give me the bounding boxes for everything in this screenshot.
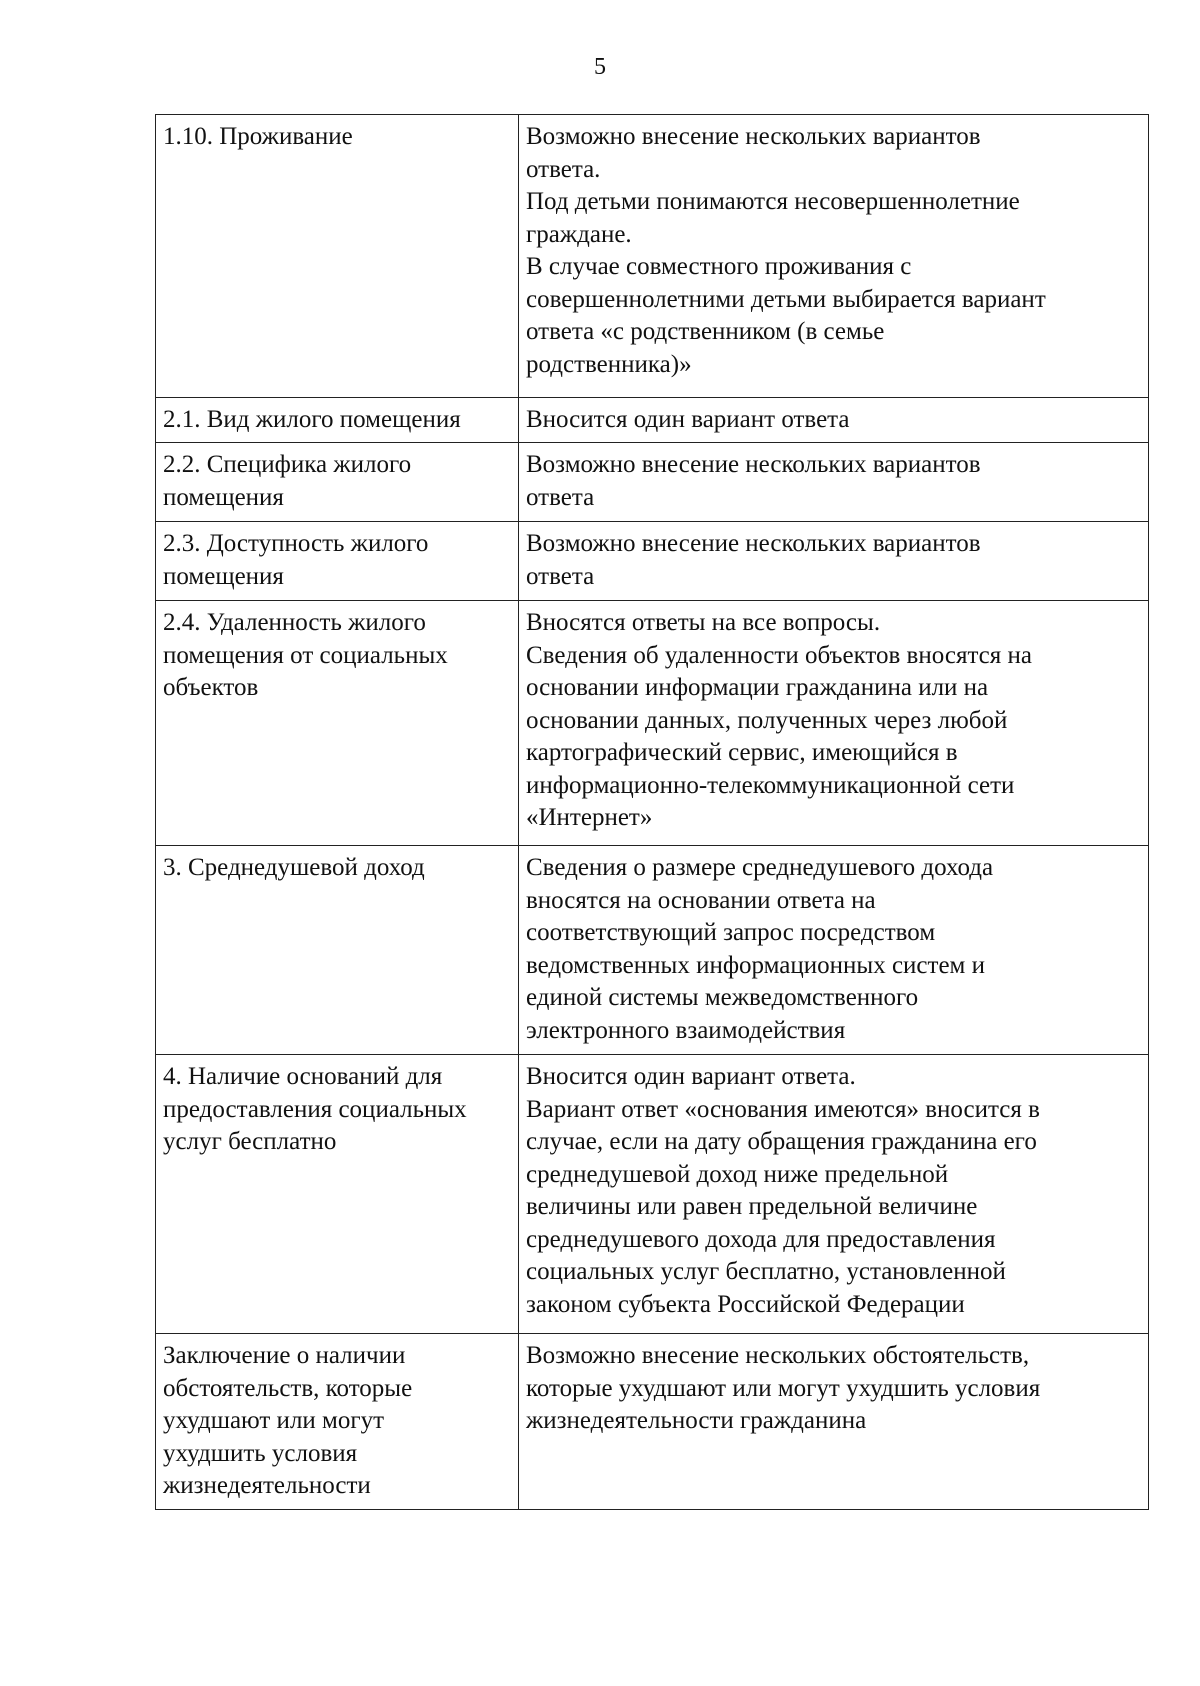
description-text-line: основании информации гражданина или на [526, 674, 989, 701]
item-text-line: 2.1. Вид жилого помещения [163, 406, 461, 433]
item-text-line: помещения [163, 483, 284, 511]
description-text-line: Вносится один вариант ответа [526, 406, 850, 433]
description-text-line: Возможно внесение нескольких вариантов [526, 123, 981, 150]
item-text-line: Заключение о наличии [163, 1342, 406, 1369]
description-cell [519, 522, 1149, 601]
item-text-line: 3. Среднедушевой доход [163, 854, 425, 881]
description-cell [519, 443, 1149, 522]
item-text-line: 1.10. Проживание [163, 123, 353, 150]
description-cell [519, 601, 1149, 846]
description-text-line: «Интернет» [526, 804, 653, 831]
description-text-line: совершеннолетними детьми выбирается вариант [526, 285, 1046, 313]
description-text-line: картографический сервис, имеющийся в [526, 739, 958, 766]
item-text-line: услуг бесплатно [163, 1128, 337, 1155]
table-row [156, 1334, 1149, 1510]
item-text-line: жизнедеятельности [163, 1472, 371, 1499]
description-text-line: социальных услуг бесплатно, установленной [526, 1258, 1006, 1285]
description-text-line: электронного взаимодействия [526, 1016, 846, 1044]
description-cell [519, 1334, 1149, 1510]
description-text-line: основании данных, полученных через любой [526, 706, 1008, 734]
description-text-line: Возможно внесение нескольких обстоятельств, [526, 1342, 1030, 1369]
description-text-line: Вносится один вариант ответа. [526, 1063, 856, 1090]
description-text-line: ответа [526, 483, 595, 511]
description-cell [519, 398, 1149, 443]
description-text-line: Вносятся ответы на все вопросы. [526, 609, 881, 636]
item-text-line: 2.3. Доступность жилого [163, 530, 429, 557]
item-text-line: ухудшают или могут [163, 1407, 385, 1434]
description-cell [519, 115, 1149, 398]
description-text-line: Вариант ответ «основания имеются» вносится в [526, 1095, 1040, 1123]
item-cell [156, 1055, 519, 1334]
table-body [156, 115, 1149, 1510]
description-text-line: соответствующий запрос посредством [526, 919, 936, 946]
page-number: 5 [594, 54, 606, 80]
item-text-line: 2.2. Специфика жилого [163, 451, 412, 478]
description-text-line: родственника)» [526, 350, 692, 378]
description-text-line: ответа [526, 562, 595, 590]
description-text-line: Возможно внесение нескольких вариантов [526, 530, 981, 557]
table-row [156, 443, 1149, 522]
table-row [156, 522, 1149, 601]
item-text-line: помещения [163, 562, 284, 590]
item-cell [156, 522, 519, 601]
description-text-line: единой системы межведомственного [526, 984, 919, 1011]
description-text-line: Сведения о размере среднедушевого дохода [526, 854, 994, 881]
item-text-line: объектов [163, 674, 259, 701]
item-cell [156, 846, 519, 1055]
item-text-line: помещения от социальных [163, 641, 448, 669]
description-text-line: ответа. [526, 155, 601, 183]
description-text-line: случае, если на дату обращения гражданина его [526, 1128, 1037, 1155]
requirements-table [155, 114, 1149, 1510]
table-row [156, 846, 1149, 1055]
item-text-line: 2.4. Удаленность жилого [163, 609, 426, 636]
description-text-line: вносятся на основании ответа на [526, 886, 876, 914]
description-text-line: среднедушевой доход ниже предельной [526, 1160, 949, 1188]
item-cell [156, 115, 519, 398]
table-row [156, 398, 1149, 443]
description-text-line: среднедушевого дохода для предоставления [526, 1225, 996, 1253]
description-text-line: Возможно внесение нескольких вариантов [526, 451, 981, 478]
item-text-line: обстоятельств, которые [163, 1374, 413, 1402]
item-text-line: предоставления социальных [163, 1095, 467, 1123]
description-text-line: величины или равен предельной величине [526, 1193, 978, 1220]
description-text-line: Под детьми понимаются несовершеннолетние [526, 188, 1020, 215]
item-cell [156, 601, 519, 846]
item-cell [156, 398, 519, 443]
description-text-line: граждане. [526, 220, 632, 248]
item-cell [156, 1334, 519, 1510]
description-cell [519, 846, 1149, 1055]
item-cell [156, 443, 519, 522]
table-row [156, 1055, 1149, 1334]
table-row [156, 115, 1149, 398]
item-text-line: ухудшить условия [163, 1439, 358, 1467]
description-cell [519, 1055, 1149, 1334]
description-text-line: которые ухудшают или могут ухудшить условия [526, 1374, 1041, 1402]
description-text-line: ведомственных информационных систем и [526, 951, 985, 979]
description-text-line: информационно-телекоммуникационной сети [526, 771, 1015, 799]
description-text-line: законом субъекта Российской Федерации [526, 1290, 965, 1318]
description-text-line: Сведения об удаленности объектов вносятся на [526, 641, 1032, 669]
table-row [156, 601, 1149, 846]
description-text-line: жизнедеятельности гражданина [526, 1407, 867, 1434]
item-text-line: 4. Наличие оснований для [163, 1063, 443, 1090]
description-text-line: В случае совместного проживания с [526, 253, 912, 280]
description-text-line: ответа «с родственником (в семье [526, 318, 885, 345]
